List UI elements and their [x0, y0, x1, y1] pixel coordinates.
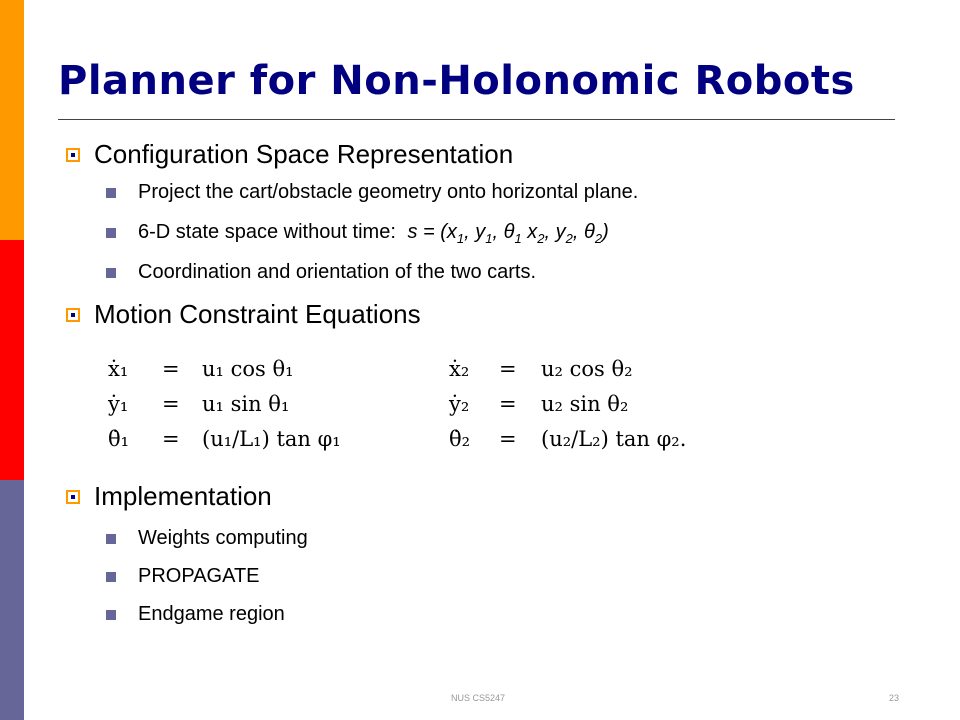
equation-sign: =: [162, 392, 180, 416]
equation-rhs: (u₂/L₂) tan φ₂.: [541, 427, 687, 451]
bullet-icon: [106, 268, 116, 278]
equation-lhs: ẏ₂: [449, 392, 470, 416]
equation-sign: =: [162, 427, 180, 451]
sidebar-stripe-purple: [0, 480, 24, 720]
bullet-square-icon: [66, 148, 80, 162]
bullet-icon: [106, 228, 116, 238]
equation-rhs: (u₁/L₁) tan φ₁: [202, 427, 341, 451]
list-item-text: Endgame region: [138, 603, 285, 625]
bullet-square-icon: [66, 490, 80, 504]
section-heading: Motion Constraint Equations: [94, 299, 421, 329]
footer-page-number: 23: [889, 693, 900, 703]
bullet-icon: [106, 534, 116, 544]
equation-rhs: u₁ sin θ₁: [202, 392, 290, 416]
bullet-icon: [106, 610, 116, 620]
state-formula: $s = (x_1$, $y_1$, $\theta_1$ $x_2$, $y_2$, $\theta_2$): [407, 221, 609, 246]
equation-sign: =: [499, 357, 517, 381]
section-heading: Configuration Space Representation: [94, 139, 514, 169]
equation-lhs: θ̇₁: [108, 427, 130, 451]
bullet-icon: [106, 572, 116, 582]
equation-lhs: ẋ₁: [108, 357, 129, 381]
list-item-text: Coordination and orientation of the two carts.: [138, 261, 537, 283]
slide-title: Planner for Non-Holonomic Robots: [58, 58, 855, 104]
sidebar-stripe-orange: [0, 0, 24, 240]
equation-sign: =: [162, 357, 180, 381]
equation-sign: =: [499, 427, 517, 451]
equation-lhs: θ̇₂: [449, 427, 471, 451]
list-item-text: Weights computing: [138, 527, 308, 549]
equation-lhs: ẋ₂: [449, 357, 470, 381]
equation-rhs: u₂ cos θ₂: [541, 357, 633, 381]
footer-course: NUS CS5247: [451, 693, 506, 703]
equation-sign: =: [499, 392, 517, 416]
equation-rhs: u₁ cos θ₁: [202, 357, 294, 381]
bullet-icon: [106, 188, 116, 198]
section-heading: Implementation: [94, 481, 272, 511]
list-item-text: Project the cart/obstacle geometry onto horizontal plane.: [138, 181, 639, 203]
title-underline: [58, 119, 895, 120]
list-item-text: PROPAGATE: [138, 565, 260, 587]
sidebar-stripe-red: [0, 240, 24, 480]
equation-rhs: u₂ sin θ₂: [541, 392, 629, 416]
list-item-text: 6-D state space without time:: [138, 221, 396, 243]
bullet-square-icon: [66, 308, 80, 322]
equation-lhs: ẏ₁: [108, 392, 129, 416]
